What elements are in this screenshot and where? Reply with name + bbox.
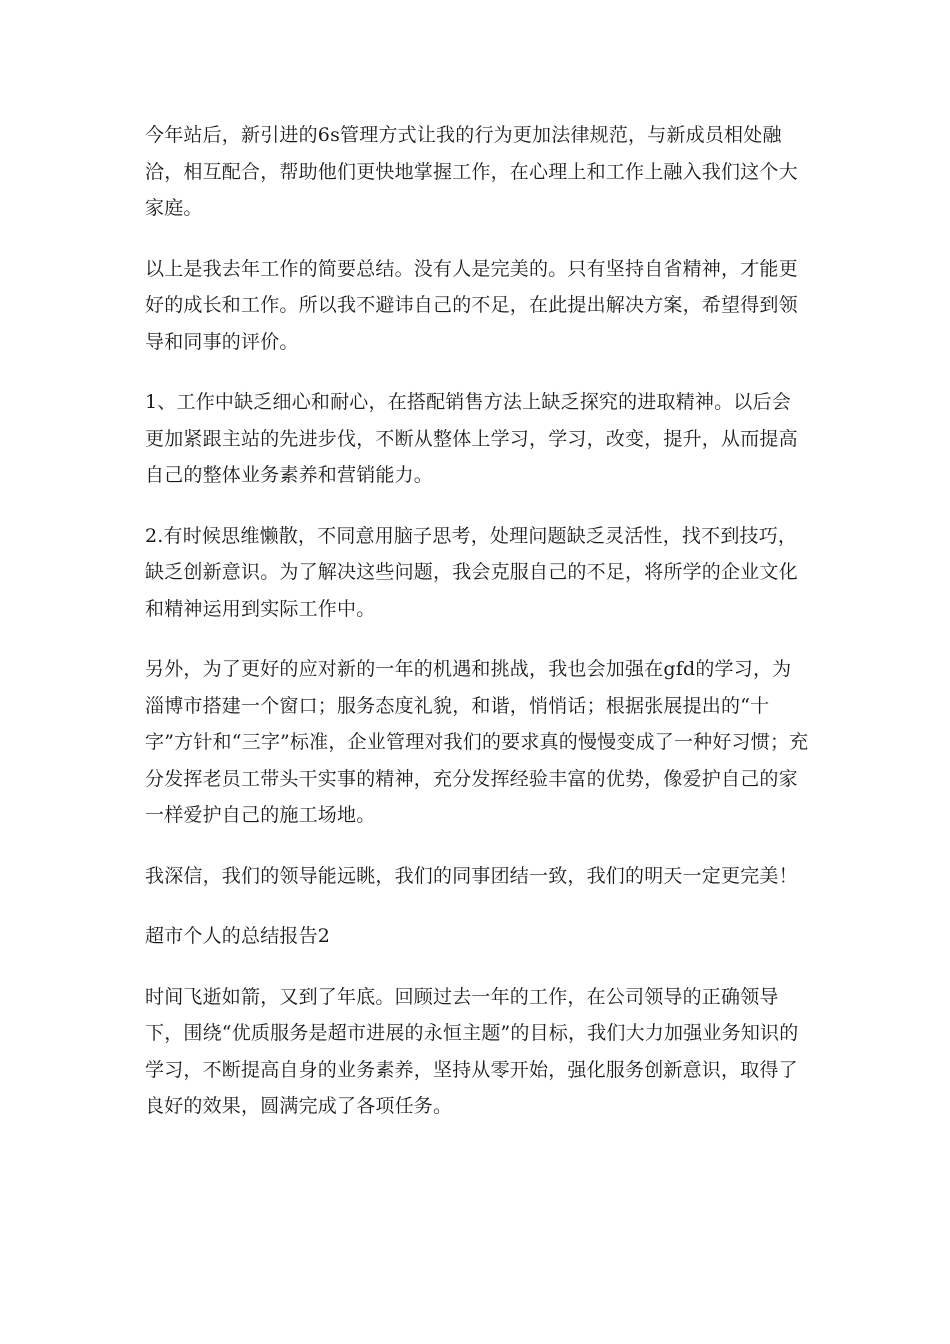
document-page xyxy=(145,117,810,1149)
paragraph-shortcoming-2: 2.有时候思维懒散，不同意用脑子思考，处理问题缺乏灵活性，找不到技巧，缺乏创新意识。为了解决这些问题，我会克服自己的不足，将所学的企业文化和精神运用到实际工作中。 xyxy=(145,524,798,620)
paragraph-report-2-intro: 时间飞逝如箭，又到了年底。回顾过去一年的工作，在公司领导的正确领导下，围绕“优质服务是超市进展的永恒主题”的目标，我们大力加强业务知识的学习，不断提高自身的业务素养，坚持从零开始，强化服务创新意识，取得了良好的效果，圆满完成了各项任务。 xyxy=(145,985,799,1117)
paragraph-team-integration: 今年站后，新引进的6s管理方式让我的行为更加法律规范，与新成员相处融洽，相互配合，帮助他们更快地掌握工作，在心理上和工作上融入我们这个大家庭。 xyxy=(145,124,798,219)
paragraph-closing: 我深信，我们的领导能远眺，我们的同事团结一致，我们的明天一定更完美！ xyxy=(145,864,798,887)
paragraph-future-plans: 另外，为了更好的应对新的一年的机遇和挑战，我也会加强在gfd的学习，为淄博市搭建一个窗口；服务态度礼貌，和谐，悄悄话；根据张展提出的“十字”方针和“三字”标准，企业管理对我们的要求真的慢慢变成了一种好习惯；充分发挥老员工带头干实事的精神，充分发挥经验丰富的优势，像爱护自己的家一样爱护自己的施工场地。 xyxy=(145,658,809,826)
paragraph-summary-intro: 以上是我去年工作的简要总结。没有人是完美的。只有坚持自省精神，才能更好的成长和工作。所以我不避讳自己的不足，在此提出解决方案，希望得到领导和同事的评价。 xyxy=(145,257,798,353)
paragraph-shortcoming-1: 1、工作中缺乏细心和耐心，在搭配销售方法上缺乏探究的进取精神。以后会更加紧跟主站的先进步伐，不断从整体上学习，学习，改变，提升，从而提高自己的整体业务素养和营销能力。 xyxy=(145,391,798,486)
section-title: 超市个人的总结报告2 xyxy=(145,925,331,947)
